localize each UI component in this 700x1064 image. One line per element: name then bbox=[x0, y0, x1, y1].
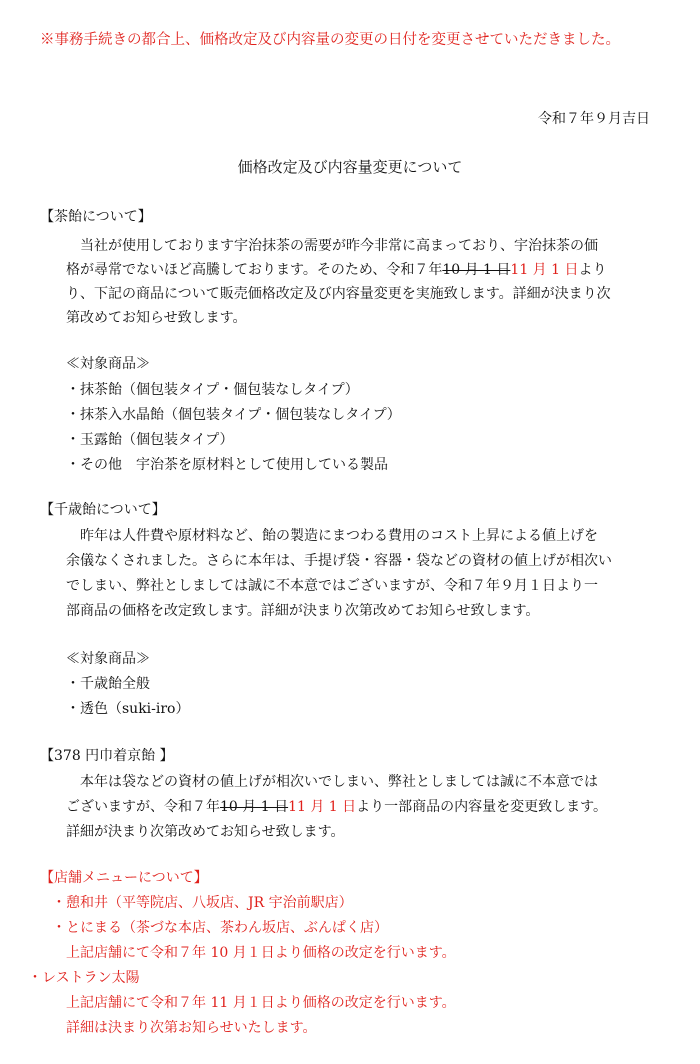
paragraph-line: でしまい、弊社としましては誠に不本意ではございますが、令和７年９月１日より一 bbox=[66, 578, 598, 594]
shop-item: ・憩和井（平等院店、八坂店、JR 宇治前駅店） bbox=[52, 895, 353, 911]
shop-note: 上記店舗にて令和７年 11 月１日より価格の改定を行います。 bbox=[66, 995, 456, 1011]
section-heading: 【茶飴について】 bbox=[40, 209, 152, 225]
product-item: ・抹茶入水晶飴（個包装タイプ・個包装なしタイプ） bbox=[66, 407, 401, 423]
paragraph-line: 当社が使用しております宇治抹茶の需要が昨今非常に高まっており、宇治抹茶の価 bbox=[80, 238, 598, 254]
section-heading: 【千歳飴について】 bbox=[40, 502, 166, 518]
new-date: 11 月 1 日 bbox=[510, 262, 579, 278]
paragraph-text: より一部商品の内容量を変更致します。 bbox=[356, 799, 608, 815]
notice-banner: ※事務手続きの都合上、価格改定及び内容量の変更の日付を変更させていただきました。 bbox=[40, 32, 620, 48]
issue-date: 令和７年９月吉日 bbox=[538, 111, 650, 127]
product-item: ・抹茶飴（個包装タイプ・個包装なしタイプ） bbox=[66, 382, 359, 398]
product-item: ・その他 宇治茶を原材料として使用している製品 bbox=[66, 457, 388, 473]
shop-item: ・レストラン太陽 bbox=[28, 970, 140, 986]
paragraph-line bbox=[66, 258, 606, 282]
section-heading: 【店舗メニューについて】 bbox=[40, 870, 208, 886]
paragraph-line bbox=[66, 795, 607, 819]
section-heading: 【378 円巾着京飴 】 bbox=[40, 748, 174, 764]
paragraph-text: ございますが、令和７年 bbox=[66, 799, 220, 815]
paragraph-line: 詳細が決まり次第改めてお知らせ致します。 bbox=[66, 824, 345, 840]
products-heading: ≪対象商品≫ bbox=[66, 356, 150, 372]
shop-item: ・とにまる（茶づな本店、茶わん坂店、ぶんぱく店） bbox=[52, 920, 388, 936]
product-item: ・透色（suki-iro） bbox=[66, 701, 190, 717]
shop-note: 詳細は決まり次第お知らせいたします。 bbox=[66, 1020, 317, 1036]
paragraph-line: り、下記の商品について販売価格改定及び内容量変更を実施致します。詳細が決まり次 bbox=[66, 286, 611, 302]
paragraph-line: 昨年は人件費や原材料など、飴の製造にまつわる費用のコスト上昇による値上げを bbox=[80, 528, 598, 544]
page-title: 価格改定及び内容量変更について bbox=[237, 158, 463, 176]
old-date-struck: 10 月 1 日 bbox=[220, 799, 289, 815]
paragraph-text: 格が尋常でないほど高騰しております。そのため、令和７年 bbox=[66, 262, 443, 278]
paragraph-line: 余儀なくされました。さらに本年は、手提げ袋・容器・袋などの資材の値上げが相次い bbox=[66, 553, 612, 569]
paragraph-text: より bbox=[578, 262, 607, 278]
shop-note: 上記店舗にて令和７年 10 月１日より価格の改定を行います。 bbox=[66, 945, 456, 961]
paragraph-line: 第改めてお知らせ致します。 bbox=[66, 310, 247, 326]
product-item: ・玉露飴（個包装タイプ） bbox=[66, 432, 234, 448]
products-heading: ≪対象商品≫ bbox=[66, 651, 150, 667]
product-item: ・千歳飴全般 bbox=[66, 676, 150, 692]
old-date-struck: 10 月 1 日 bbox=[442, 262, 511, 278]
paragraph-line: 部商品の価格を改定致します。詳細が決まり次第改めてお知らせ致します。 bbox=[66, 603, 540, 619]
paragraph-line: 本年は袋などの資材の値上げが相次いでしまい、弊社としましては誠に不本意では bbox=[80, 774, 598, 790]
new-date: 11 月 1 日 bbox=[288, 799, 357, 815]
